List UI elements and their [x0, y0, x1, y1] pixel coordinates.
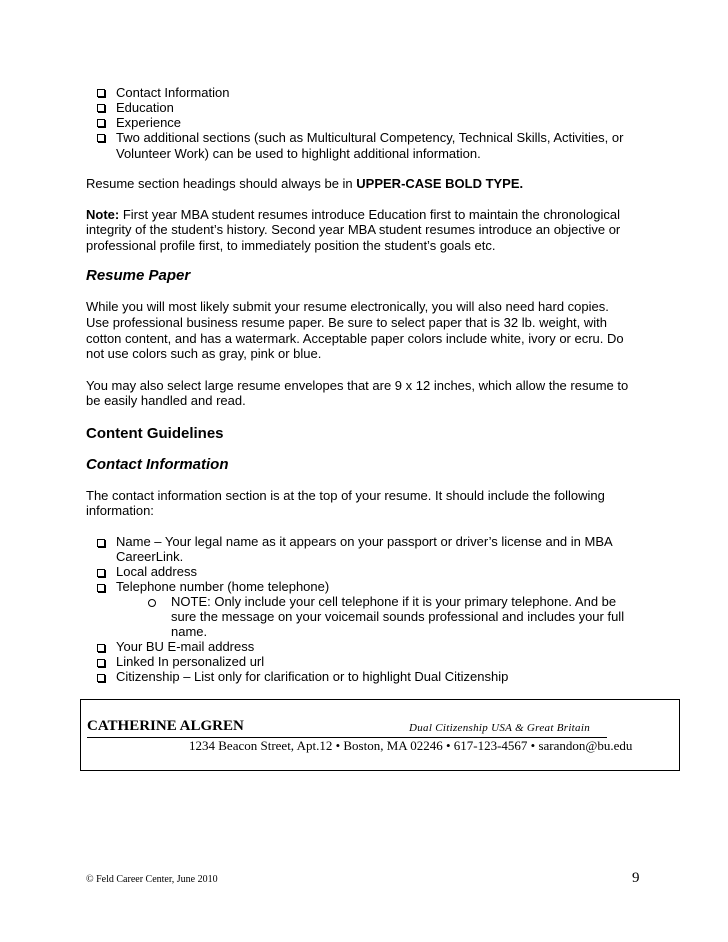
page-number: 9 — [632, 870, 640, 886]
checkbox-bullet-icon — [97, 569, 105, 577]
section-heading-resume-paper: Resume Paper — [86, 267, 191, 284]
paragraph-line: cotton content, and has a watermark. Acceptable paper colors include white, ivory or ecru. Do — [86, 331, 624, 346]
paragraph-line: not use colors such as gray, pink or blue. — [86, 346, 322, 361]
list-item-continuation: Volunteer Work) can be used to highlight additional information. — [116, 146, 481, 161]
footer-copyright: © Feld Career Center, June 2010 — [86, 874, 218, 885]
note-line: integrity of the student’s history. Second year MBA student resumes introduce an objective or — [86, 222, 621, 237]
sub-list-item-continuation: sure the message on your voicemail sounds professional and includes your full — [171, 609, 625, 624]
example-citizenship: Dual Citizenship USA & Great Britain — [409, 722, 590, 734]
checkbox-bullet-icon — [97, 104, 105, 112]
list-item: Telephone number (home telephone) — [116, 579, 330, 594]
circle-bullet-icon — [148, 599, 156, 607]
list-item: Experience — [116, 115, 182, 130]
sub-list-item-continuation: name. — [171, 624, 208, 639]
checkbox-bullet-icon — [97, 674, 105, 682]
paragraph-line: information: — [86, 503, 154, 518]
list-item: Education — [116, 100, 174, 115]
list-item: Linked In personalized url — [116, 654, 265, 669]
checkbox-bullet-icon — [97, 539, 105, 547]
list-item: Name – Your legal name as it appears on your passport or driver’s license and in MBA — [116, 534, 613, 549]
checkbox-bullet-icon — [97, 659, 105, 667]
paragraph-line: The contact information section is at the top of your resume. It should include the following — [86, 488, 605, 503]
list-item-continuation: CareerLink. — [116, 549, 184, 564]
checkbox-bullet-icon — [97, 584, 105, 592]
sub-list-item: NOTE: Only include your cell telephone if it is your primary telephone. And be — [171, 594, 617, 609]
note-line: professional profile first, to immediately position the student’s goals etc. — [86, 238, 496, 253]
list-item: Two additional sections (such as Multicultural Competency, Technical Skills, Activities, or — [116, 130, 624, 145]
checkbox-bullet-icon — [97, 134, 105, 142]
paragraph-line: Use professional business resume paper. Be sure to select paper that is 32 lb. weight, with — [86, 315, 608, 330]
checkbox-bullet-icon — [97, 119, 105, 127]
example-header-box — [80, 699, 680, 771]
subheading-contact-information: Contact Information — [86, 456, 229, 473]
paragraph-line: While you will most likely submit your resume electronically, you will also need hard copies. — [86, 299, 609, 314]
headings-note: Resume section headings should always be in UPPER-CASE BOLD TYPE. — [86, 176, 524, 191]
checkbox-bullet-icon — [97, 644, 105, 652]
list-item: Local address — [116, 564, 197, 579]
paragraph-line: You may also select large resume envelopes that are 9 x 12 inches, which allow the resume to — [86, 378, 629, 393]
list-item: Contact Information — [116, 85, 230, 100]
note-line: Note: First year MBA student resumes introduce Education first to maintain the chronological — [86, 207, 620, 222]
example-name: CATHERINE ALGREN — [87, 718, 244, 734]
section-heading-content-guidelines: Content Guidelines — [86, 425, 224, 442]
paragraph-line: be easily handled and read. — [86, 393, 246, 408]
list-item: Your BU E-mail address — [116, 639, 255, 654]
checkbox-bullet-icon — [97, 89, 105, 97]
example-address-line: 1234 Beacon Street, Apt.12 • Boston, MA 02246 • 617-123-4567 • sarandon@bu.edu — [189, 738, 633, 753]
list-item: Citizenship – List only for clarification or to highlight Dual Citizenship — [116, 669, 509, 684]
